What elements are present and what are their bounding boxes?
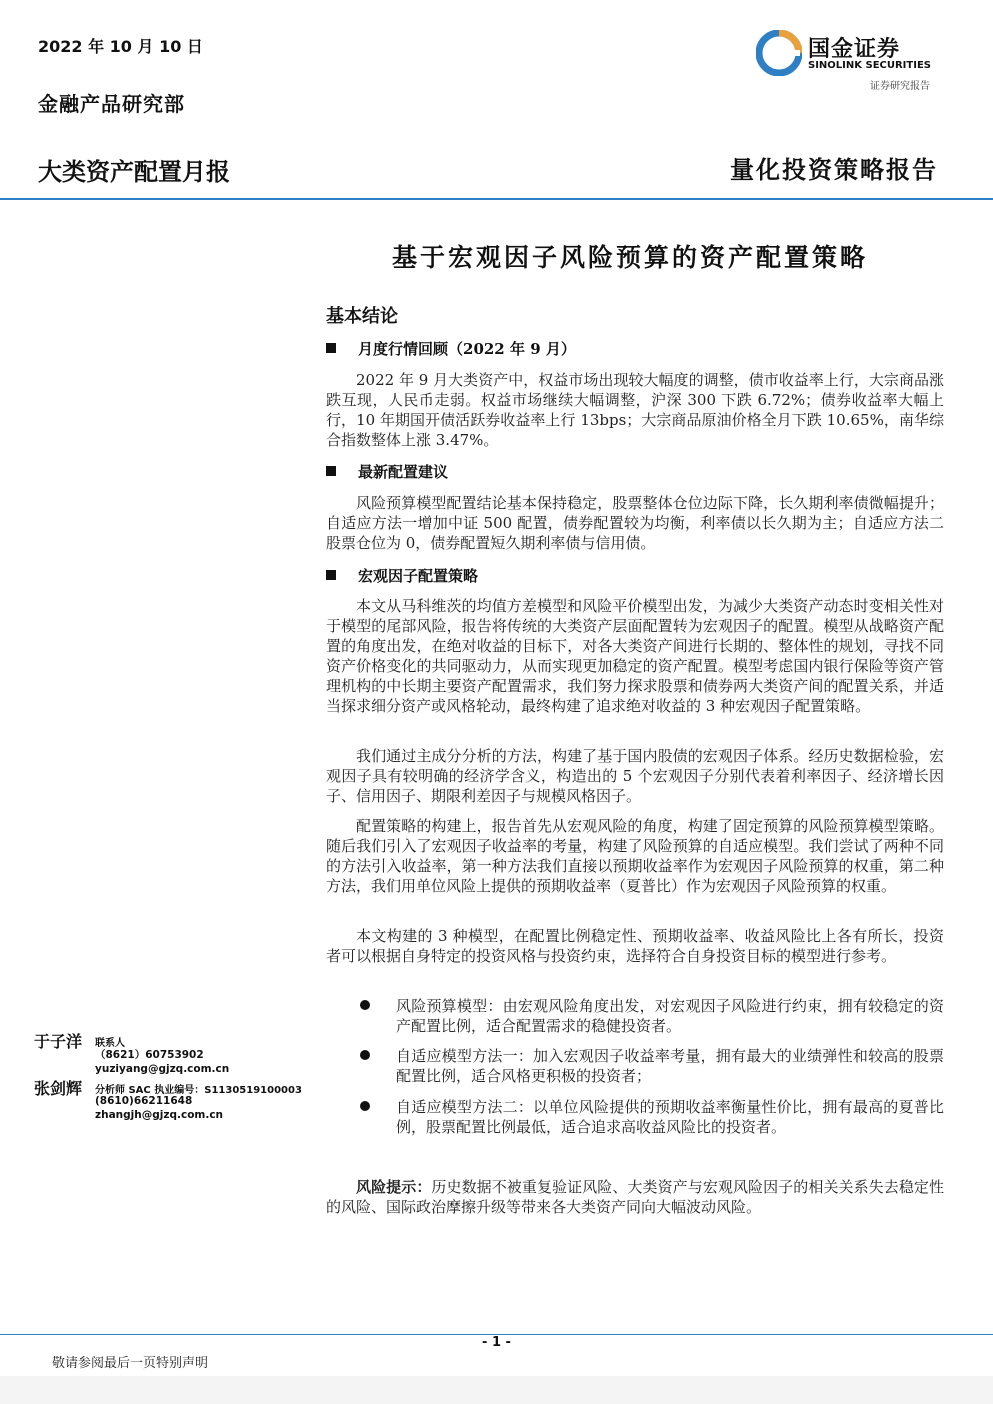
subsection-heading-allocation-advice <box>326 461 448 482</box>
risk-label: 风险提示： <box>356 1178 432 1196</box>
report-type: 量化投资策略报告 <box>730 155 938 184</box>
paragraph: 风险预算模型配置结论基本保持稳定，股票整体仓位边际下降，长久期利率债微幅提升；自适应方法一增加中证 500 配置，债券配置较为均衡，利率债以长久期为主；自适应方法二股票仓位为 0，债券配置短久期利率债与信用债。 <box>326 494 944 552</box>
logo-subtitle: 证券研究报告 <box>870 81 930 92</box>
author-phone: （8621）60753902 <box>95 1049 204 1061</box>
paragraph: 本文构建的 3 种模型，在配置比例稳定性、预期收益率、收益风险比上各有所长，投资者可以根据自身特定的投资风格与投资约束，选择符合自身投资目标的模型进行参考。 <box>326 927 944 965</box>
report-title: 基于宏观因子风险预算的资产配置策略 <box>391 243 868 272</box>
footer-disclaimer: 敬请参阅最后一页特别声明 <box>52 1356 209 1371</box>
square-bullet-icon <box>326 466 336 476</box>
round-bullet-icon <box>360 1101 370 1111</box>
list-item-text: 风险预算模型：由宏观风险角度出发，对宏观因子风险进行约束，拥有较稳定的资产配置比例，适合配置需求的稳健投资者。 <box>396 997 944 1035</box>
paragraph: 我们通过主成分分析的方法，构建了基于国内股债的宏观因子体系。经历史数据检验，宏观因子具有较明确的经济学含义，构造出的 5 个宏观因子分别代表着利率因子、经济增长因子、信用因子、期限利差因子与规模风格因子。 <box>326 747 944 805</box>
author-role: 分析师 SAC 执业编号：S1130519100003 <box>95 1085 302 1096</box>
round-bullet-icon <box>360 1000 370 1010</box>
paragraph: 本文从马科维茨的均值方差模型和风险平价模型出发，为减少大类资产动态时变相关性对于模型的尾部风险，报告将传统的大类资产层面配置转为宏观因子的配置。模型从战略资产配置的角度出发，在绝对收益的目标下，对各大类资产间进行长期的、整体性的规划，寻找不同资产价格变化的共同驱动力，从而实现更加稳定的资产配置。模型考虑国内银行保险等资产管理机构的中长期主要资产配置需求，我们努力探求股票和债券两大类资产间的配置关系，并适当探求细分资产或风格轮动，最终构建了追求绝对收益的 3 种宏观因子配置策略。 <box>326 597 944 715</box>
subsection-heading-text: 月度行情回顾（2022 年 9 月） <box>358 340 576 358</box>
list-item <box>360 996 944 1036</box>
logo-cn-name: 国金证券 <box>808 37 901 62</box>
report-date: 2022 年 10 月 10 日 <box>38 37 203 56</box>
page-bottom-margin <box>0 1376 993 1404</box>
square-bullet-icon <box>326 343 336 353</box>
author-email: yuziyang@gjzq.com.cn <box>95 1063 230 1075</box>
department-name: 金融产品研究部 <box>38 92 185 116</box>
square-bullet-icon <box>326 570 336 580</box>
author-name: 张剑辉 <box>34 1079 83 1098</box>
subsection-heading-macro-factor-strategy <box>326 565 478 586</box>
logo-mark-icon <box>756 30 802 76</box>
list-item <box>360 1046 944 1086</box>
logo-en-name: SINOLINK SECURITIES <box>808 60 931 71</box>
risk-warning <box>326 1177 944 1217</box>
round-bullet-icon <box>360 1050 370 1060</box>
header-divider <box>0 198 993 200</box>
paragraph: 2022 年 9 月大类资产中，权益市场出现较大幅度的调整，债市收益率上行，大宗商品涨跌互现，人民币走弱。权益市场继续大幅调整，沪深 300 下跌 6.72%；债券收益率大幅上行，10 年期国开债活跃券收益率上行 13bps；大宗商品原油价格全月下跌 10.65%，南华综合指数整体上涨 3.47%。 <box>326 371 944 449</box>
subsection-heading-text: 宏观因子配置策略 <box>358 567 479 585</box>
author-name: 于子洋 <box>34 1032 83 1051</box>
page-number: - 1 - <box>482 1335 511 1350</box>
paragraph: 配置策略的构建上，报告首先从宏观风险的角度，构建了固定预算的风险预算模型策略。随后我们引入了宏观因子收益率的考量，构建了风险预算的自适应模型。我们尝试了两种不同的方法引入收益率，第一种方法我们直接以预期收益率作为宏观因子风险预算的权重，第二种方法，我们用单位风险上提供的预期收益率（夏普比）作为宏观因子风险预算的权重。 <box>326 817 944 895</box>
list-item <box>360 1097 944 1137</box>
section-heading-conclusion: 基本结论 <box>326 306 398 327</box>
risk-text: 历史数据不被重复验证风险、大类资产与宏观风险因子的相关关系失去稳定性的风险、国际政治摩擦升级等带来各大类资产同向大幅波动风险。 <box>326 1178 944 1216</box>
list-item-text: 自适应模型方法二：以单位风险提供的预期收益率衡量性价比，拥有最高的夏普比例，股票配置比例最低，适合追求高收益风险比的投资者。 <box>396 1098 944 1136</box>
report-series-name: 大类资产配置月报 <box>38 158 230 186</box>
subsection-heading-market-review <box>326 338 576 359</box>
author-phone: (8610)66211648 <box>95 1095 193 1107</box>
list-item-text: 自适应模型方法一：加入宏观因子收益率考量，拥有最大的业绩弹性和较高的股票配置比例，适合风格更积极的投资者； <box>396 1047 944 1085</box>
author-role: 联系人 <box>95 1038 125 1049</box>
subsection-heading-text: 最新配置建议 <box>358 463 449 481</box>
author-email: zhangjh@gjzq.com.cn <box>95 1109 224 1121</box>
